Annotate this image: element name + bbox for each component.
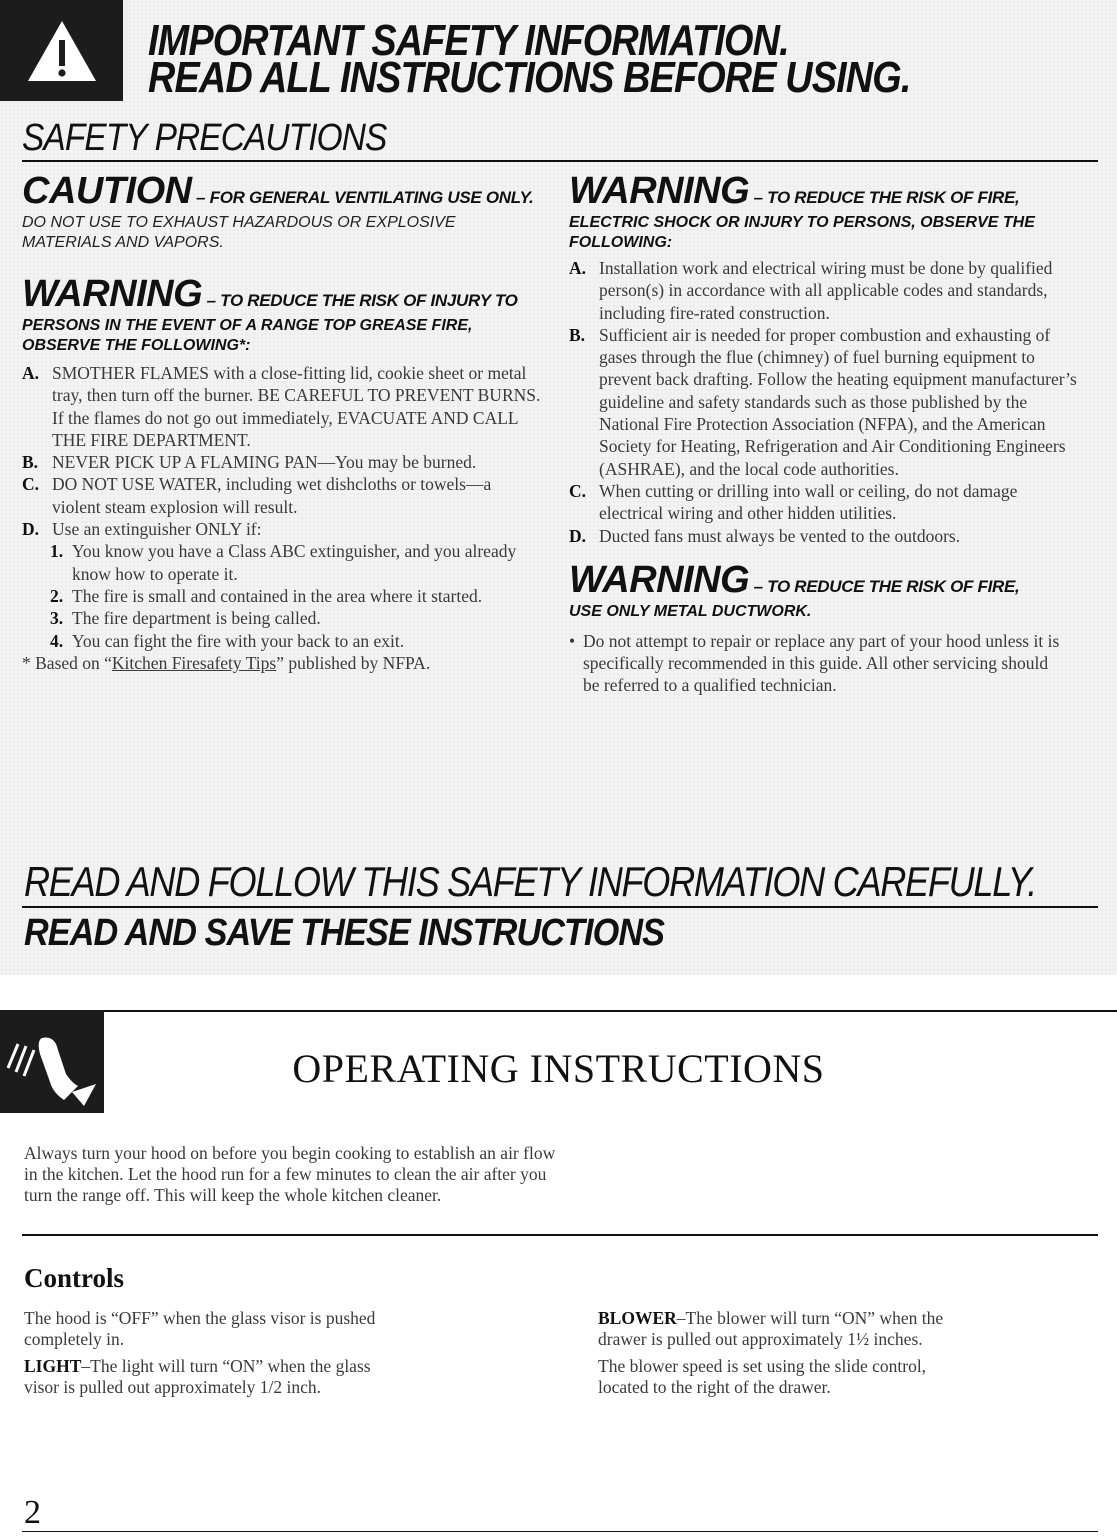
intro-line-3: turn the range off. This will keep the whole kitchen cleaner. — [24, 1185, 442, 1205]
speed-line-2: located to the right of the drawer. — [598, 1377, 831, 1397]
right-column — [569, 172, 1099, 697]
read-follow-banner: READ AND FOLLOW THIS SAFETY INFORMATION CAREFULLY. — [24, 858, 1036, 905]
off-line-2: completely in. — [24, 1329, 125, 1349]
list-item — [50, 540, 520, 585]
list-item — [50, 607, 520, 629]
item-letter: C. — [569, 480, 587, 501]
intro-line-2: in the kitchen. Let the hood run for a few minutes to clean the air after you — [24, 1164, 547, 1184]
item-letter: C. — [22, 474, 40, 495]
list-item — [22, 362, 542, 451]
item-text: Ducted fans must always be vented to the outdoors. — [599, 525, 961, 546]
bullet-text: Do not attempt to repair or replace any part of your hood unless it is specifically recommended in this guide. All other servicing should be referred to a qualified technician. — [583, 630, 1060, 696]
list-item — [22, 473, 532, 518]
list-item — [569, 525, 1094, 547]
warning-dash: – — [749, 188, 768, 207]
read-divider — [22, 906, 1098, 908]
caution-dash: – — [191, 188, 210, 207]
header-line-1: IMPORTANT SAFETY INFORMATION. — [148, 16, 789, 65]
warning-subtitle: TO REDUCE THE RISK OF FIRE, — [767, 188, 1020, 207]
operating-title: OPERATING INSTRUCTIONS — [292, 1046, 825, 1091]
item-letter: A. — [22, 363, 40, 383]
item-text: NEVER PICK UP A FLAMING PAN—You may be burned. — [52, 452, 477, 473]
list-item — [569, 257, 1094, 324]
off-line-1: The hood is “OFF” when the glass visor is pushed — [24, 1308, 376, 1328]
page-number: 2 — [24, 1494, 41, 1531]
subitem-number: 2. — [50, 585, 64, 606]
light-label: LIGHT — [24, 1356, 82, 1376]
subitem-text: You can fight the fire with your back to an exit. — [72, 630, 405, 651]
list-item — [569, 324, 1084, 480]
warning-right-line-1: ELECTRIC SHOCK OR INJURY TO PERSONS, OBSERVE THE — [569, 214, 1035, 231]
caution-line-1: DO NOT USE TO EXHAUST HAZARDOUS OR EXPLOSIVE — [22, 214, 456, 231]
intro-line-1: Always turn your hood on before you begin cooking to establish an air flow — [24, 1143, 556, 1163]
warning-icon-box — [0, 0, 123, 101]
item-letter: D. — [569, 525, 587, 546]
light-line-2: visor is pulled out approximately 1/2 inch. — [24, 1377, 321, 1397]
footnote-suffix: ” published by NFPA. — [276, 652, 431, 673]
subitem-number: 3. — [50, 608, 64, 629]
item-letter: A. — [569, 258, 587, 278]
controls-heading: Controls — [24, 1263, 125, 1293]
item-letter: D. — [22, 519, 40, 540]
read-save-banner: READ AND SAVE THESE INSTRUCTIONS — [24, 912, 665, 954]
left-column — [22, 172, 552, 674]
subitem-number: 4. — [50, 630, 64, 651]
warning-right-line-2: FOLLOWING: — [569, 234, 673, 251]
exclamation-triangle-icon — [25, 18, 99, 84]
blower-label: BLOWER — [598, 1308, 677, 1328]
footnote-prefix: * Based on “ — [22, 652, 112, 673]
warning-subtitle: TO REDUCE THE RISK OF INJURY TO — [220, 291, 518, 310]
item-text: SMOTHER FLAMES with a close-fitting lid, cookie sheet or metal tray, then turn off the burner. BE CAREFUL TO PREVENT BURNS. If the flames do not go out immediately, EVACUATE AND CALL THE FIRE DEPARTMENT. — [52, 363, 541, 450]
warning-left-line-1: PERSONS IN THE EVENT OF A RANGE TOP GREASE FIRE, — [22, 317, 473, 334]
item-text: Use an extinguisher ONLY if: — [52, 519, 262, 540]
warning-dash: – — [749, 576, 768, 596]
footnote-source-title: Kitchen Firesafety Tips — [111, 652, 277, 673]
item-text: When cutting or drilling into wall or ceiling, do not damage electrical wiring and other hidden utilities. — [599, 480, 1018, 524]
subitem-text: The fire department is being called. — [72, 608, 321, 629]
caution-heading — [22, 172, 552, 210]
caution-line-2: MATERIALS AND VAPORS. — [22, 234, 224, 251]
header-line-2: READ ALL INSTRUCTIONS BEFORE USING. — [148, 53, 911, 102]
speed-line-1: The blower speed is set using the slide control, — [598, 1356, 927, 1376]
subitem-text: The fire is small and contained in the area where it started. — [72, 585, 483, 606]
warning-dash: – — [202, 291, 221, 310]
list-item — [569, 480, 1079, 525]
blower-line-2: drawer is pulled out approximately 1½ inches. — [598, 1329, 923, 1349]
warning-label: WARNING — [569, 170, 750, 212]
item-letter: B. — [22, 452, 39, 473]
warning-label: WARNING — [22, 273, 203, 315]
bullet-item — [569, 630, 1064, 697]
blower-text: –The blower will turn “ON” when the — [676, 1308, 944, 1328]
warning-subtitle: TO REDUCE THE RISK OF FIRE, — [767, 576, 1020, 596]
operating-top-rule — [0, 1010, 1117, 1012]
warning-right-2-line-1: USE ONLY METAL DUCTWORK. — [569, 602, 812, 620]
blower-line-1 — [598, 1308, 943, 1329]
warning-label: WARNING — [569, 558, 750, 601]
section-title: SAFETY PRECAUTIONS — [22, 117, 387, 159]
item-text: Sufficient air is needed for proper combustion and exhausting of gases through the flue (chimney) of fuel burning equipment to prevent back drafting. Follow the heating equipment manufacturer’s guideline and safety standards such as those published by the National Fire Protection Association (NFPA), and the American Society for Heating, Refrigeration and Air Conditioning Engineers (ASHRAE), and the local code authorities. — [599, 324, 1077, 479]
list-item — [50, 585, 500, 607]
warning-heading-right-2 — [569, 558, 1099, 601]
right-items — [569, 257, 1094, 547]
subitem-number: 1. — [50, 541, 64, 562]
footer-rule — [22, 1531, 1098, 1532]
list-item — [22, 518, 542, 540]
warning-left-line-2: OBSERVE THE FOLLOWING*: — [22, 337, 251, 354]
title-divider — [22, 160, 1098, 162]
list-item — [22, 451, 512, 473]
caution-subtitle: FOR GENERAL VENTILATING USE ONLY. — [209, 188, 534, 207]
warning-heading-left — [22, 275, 552, 313]
left-items — [22, 362, 542, 674]
caution-label: CAUTION — [22, 170, 192, 212]
subitem-text: You know you have a Class ABC extinguisher, and you already know how to operate it. — [72, 541, 517, 584]
item-text: Installation work and electrical wiring must be done by qualified person(s) in accordance with all applicable codes and standards, including fire-rated construction. — [599, 258, 1053, 323]
controls-divider — [22, 1234, 1098, 1236]
list-item — [50, 630, 540, 652]
item-text: DO NOT USE WATER, including wet dishcloths or towels—a violent steam explosion will result. — [52, 474, 492, 517]
item-letter: B. — [569, 324, 586, 345]
bullet-dot: • — [569, 630, 576, 651]
light-line-1 — [24, 1356, 371, 1377]
footnote — [22, 652, 542, 674]
light-text: –The light will turn “ON” when the glass — [81, 1356, 371, 1376]
warning-heading-right-1 — [569, 172, 1099, 210]
